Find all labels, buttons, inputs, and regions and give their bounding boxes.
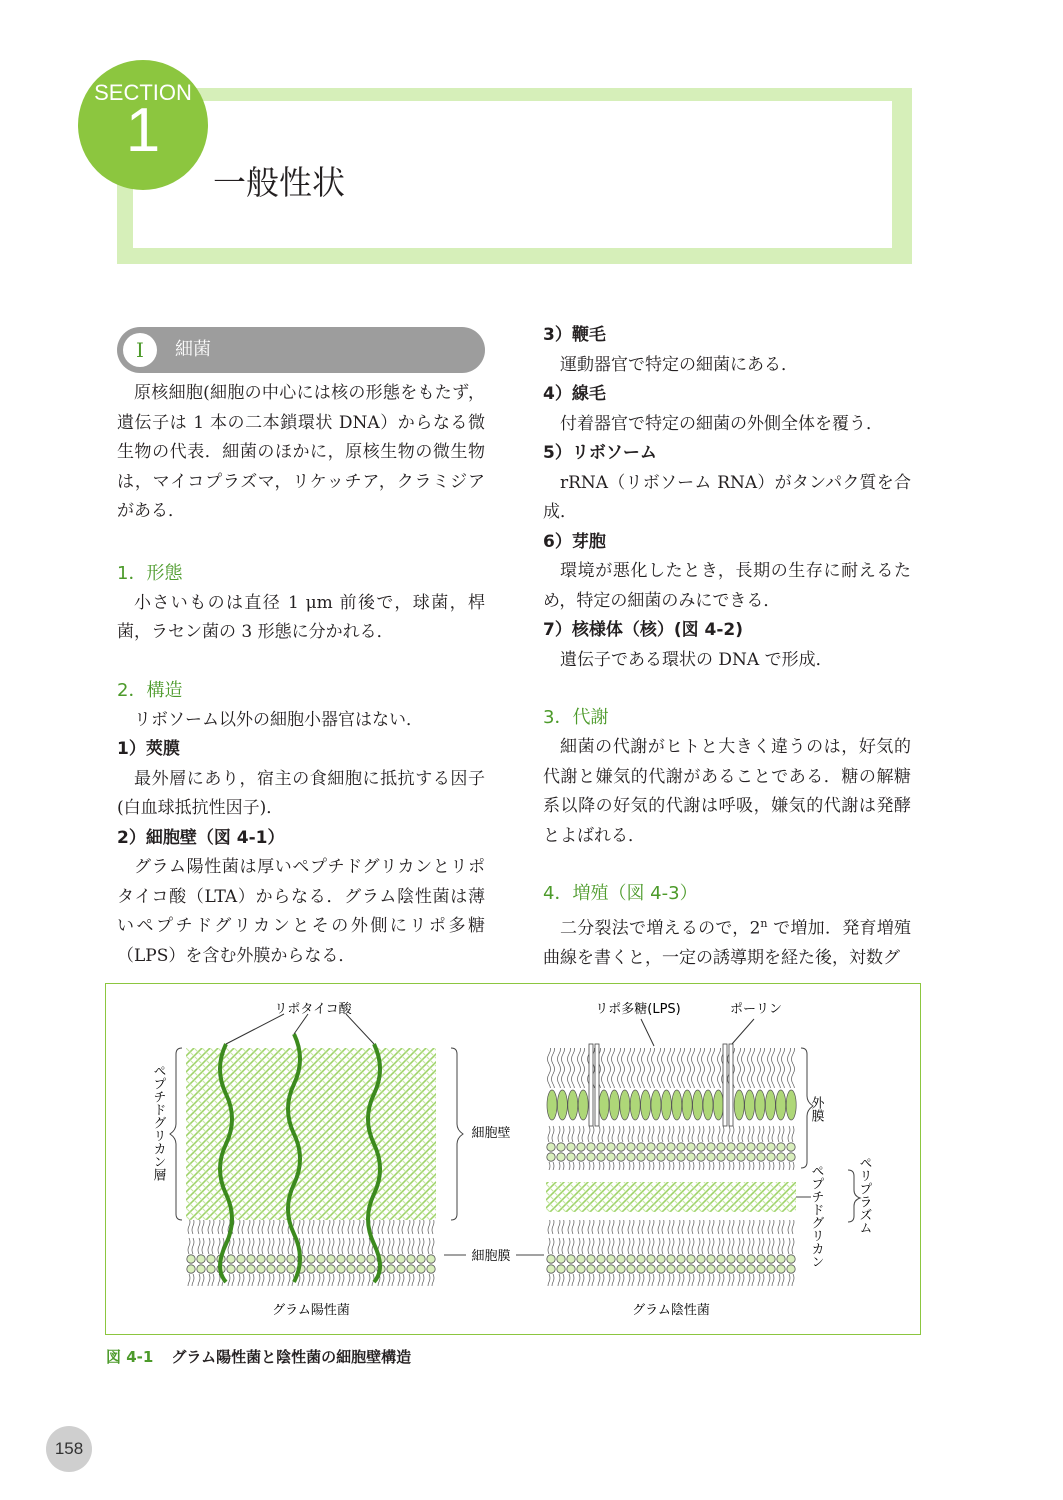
porin-2a [723,1044,727,1126]
capsule-paragraph: 最外層にあり，宿主の食細胞に抵抗する因子(白血球抵抗性因子)． [117,768,485,818]
label-cell-wall: 細胞壁 [471,1126,511,1141]
figure-caption [106,1346,411,1367]
lps-oval [786,1090,796,1120]
heading-growth [543,878,911,909]
porin-1b [595,1044,599,1126]
intro-paragraph: 原核細胞(細胞の中心には核の形態をもたず，遺伝子は 1 本の二本鎖環状 DNA）からなる微生物の代表．細菌のほかに，原核生物の微生物は，マイコプラズマ，リケッチア，クラミジアがある． [117,383,485,521]
ribosome-paragraph: rRNA（リボソーム RNA）がタンパク質を合成． [543,472,911,522]
sub-nucleoid: 7）核様体（核）(図 4-2) [543,620,743,640]
figure-caption-text: グラム陽性菌と陰性菌の細胞壁構造 [171,1348,412,1366]
lps-oval [609,1090,619,1120]
growth-text-a: 二分裂法で増えるので，2 [560,918,761,939]
lps-oval [776,1090,786,1120]
heading-morphology [117,558,485,589]
metabolism-paragraph: 細菌の代謝がヒトと大きく違うのは，好気的代謝と嫌気的代謝があることである．糖の解糖系以降の好気的代謝は呼吸，嫌気的代謝は発酵とよばれる． [543,737,911,846]
chapter-title: 細菌 [175,339,211,360]
heading-morphology-text: 1．形態 [117,562,183,584]
gn-peptidoglycan [546,1182,796,1212]
structure-paragraph: リボソーム以外の細胞小器官はない． [134,709,423,730]
label-periplasm: ペリプラズム [856,1156,872,1234]
label-lipoteichoic: リポタイコ酸 [274,1002,352,1017]
right-column [543,321,911,974]
figure-caption-number: 図 4-1 [106,1348,154,1366]
nucleoid-paragraph: 遺伝子である環状の DNA で形成． [560,649,833,670]
sub-capsule: 1）莢膜 [117,739,180,759]
page-number: 158 [46,1426,92,1472]
label-peptidoglycan-layer: ペプチドグリカン層 [150,1064,166,1181]
sub-pili: 4）線毛 [543,384,606,404]
cell-wall-paragraph: グラム陽性菌は厚いペプチドグリカンとリポタイコ酸（LTA）からなる．グラム陰性菌は薄いペプチドグリカンとその外側にリポ多糖（LPS）を含む外膜からなる． [117,857,485,966]
lps-oval [682,1090,692,1120]
label-porin: ポーリン [729,1002,783,1017]
sub-cell-wall: 2）細胞壁（図 4-1） [117,827,285,848]
lps-oval [557,1090,567,1120]
lps-oval [765,1090,775,1120]
lps-oval [599,1090,609,1120]
gn-membrane [546,1220,796,1286]
growth-paragraph [543,909,911,974]
section-label: SECTION [94,80,192,105]
lps-oval [578,1090,588,1120]
label-cell-membrane: 細胞膜 [471,1249,511,1264]
heading-metabolism-text: 3．代謝 [543,707,609,728]
growth-text-b: で増加．発育増殖曲線を書くと，一定の誘導期を経た後，対数グ [543,918,911,969]
label-peptidoglycan: ペプチドグリカン [808,1164,824,1268]
section-number: 1 [125,96,161,165]
growth-sup: n [760,917,768,930]
left-column [117,327,485,971]
pili-paragraph: 付着器官で特定の細菌の外側全体を覆う． [560,413,883,434]
lps-oval [651,1090,661,1120]
flagella-paragraph: 運動器官で特定の細菌にある． [560,354,798,375]
lps-oval [661,1090,671,1120]
lps-oval [734,1090,744,1120]
figure-diagram [106,984,922,1336]
lps-oval [568,1090,578,1120]
label-gram-negative: グラム陰性菌 [632,1303,710,1318]
lps-oval [547,1090,557,1120]
label-gram-positive: グラム陽性菌 [272,1303,350,1318]
sub-ribosome: 5）リボソーム [543,443,657,463]
label-lps: リポ多糖(LPS) [595,1002,681,1017]
figure-cell-wall [105,983,921,1335]
heading-structure-text: 2．構造 [117,679,183,701]
sub-spore: 6）芽胞 [543,531,606,552]
porin-2b [729,1044,733,1126]
lps-oval [620,1090,630,1120]
gn-outer-membrane-inner [546,1124,796,1170]
heading-metabolism [543,702,911,733]
lps-oval [693,1090,703,1120]
lps-oval [755,1090,765,1120]
morphology-paragraph: 小さいものは直径 1 μm 前後で，球菌，桿菌，ラセン菌の 3 形態に分かれる． [117,592,485,642]
chapter-roman: I [123,333,157,367]
lps-oval [672,1090,682,1120]
lps-oval [703,1090,713,1120]
sub-flagella: 3）鞭毛 [543,325,606,345]
porin-1a [589,1044,593,1126]
lps-oval [745,1090,755,1120]
gn-lps [546,1048,796,1088]
lps-oval [630,1090,640,1120]
spore-paragraph: 環境が悪化したとき，長期の生存に耐えるため，特定の細菌のみにできる． [543,561,911,611]
chapter-pill [117,327,485,373]
gp-peptidoglycan [186,1048,436,1220]
lps-oval [713,1090,723,1120]
section-badge [78,60,208,190]
label-outer-membrane: 外膜 [808,1096,824,1122]
section-title: 一般性状 [213,163,345,202]
heading-structure [117,675,485,706]
lps-oval [641,1090,651,1120]
heading-growth-text: 4．増殖（図 4-3） [543,883,698,904]
